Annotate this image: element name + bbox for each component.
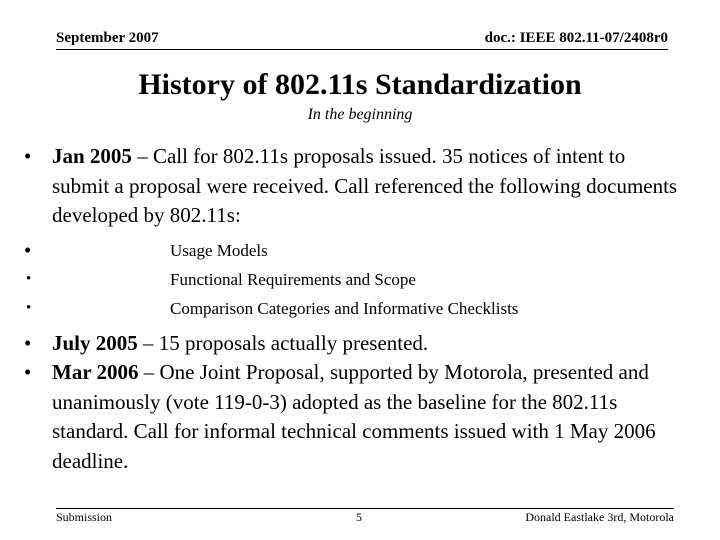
bullet-item: [24, 142, 684, 231]
bullet-text: – Call for 802.11s proposals issued. 35 notices of intent to submit a proposal were received. Call referenced the following documents developed by 802.11s:: [52, 144, 678, 227]
footer-rule: [56, 508, 674, 509]
bullet-item: [24, 358, 684, 476]
header-rule: [56, 49, 668, 50]
bullet-date: July 2005: [52, 330, 138, 355]
bullet-text: – 15 proposals actually presented.: [137, 330, 429, 355]
bullet-date: Jan 2005: [52, 144, 132, 168]
header-date: September 2007: [56, 30, 159, 46]
footer-submission: Submission: [56, 510, 113, 524]
bullet-text: – One Joint Proposal, supported by Motorola, presented and unanimously (vote 119-0-3) adopted as the baseline for the 802.11s standard. Call for informal technical comments issued with 1 May 2006 deadline.: [52, 360, 656, 473]
footer-page-number: 5: [356, 510, 362, 524]
bullet-marker: •: [24, 144, 32, 168]
bullet-list: [24, 142, 684, 476]
header-doc-id: doc.: IEEE 802.11-07/2408r0: [484, 30, 668, 46]
sub-bullet-text: Comparison Categories and Informative Checklists: [170, 298, 519, 318]
slide-title: History of 802.11s Standardization: [138, 68, 582, 101]
bullet-item: [24, 329, 684, 359]
slide-subtitle: In the beginning: [307, 106, 413, 123]
bullet-marker: •: [24, 330, 32, 355]
bullet-marker: •: [24, 237, 32, 262]
bullet-marker: •: [24, 360, 32, 384]
sub-bullet-item: [24, 236, 684, 265]
sub-bullet-text: Functional Requirements and Scope: [170, 269, 416, 289]
sub-bullet-item: [24, 265, 684, 294]
sub-bullet-text: Usage Models: [170, 240, 268, 260]
sub-bullet-item: [24, 294, 684, 323]
bullet-marker: •: [26, 270, 32, 287]
bullet-marker: •: [26, 299, 32, 316]
bullet-date: Mar 2006: [52, 360, 139, 384]
footer-author: Donald Eastlake 3rd, Motorola: [525, 510, 674, 524]
